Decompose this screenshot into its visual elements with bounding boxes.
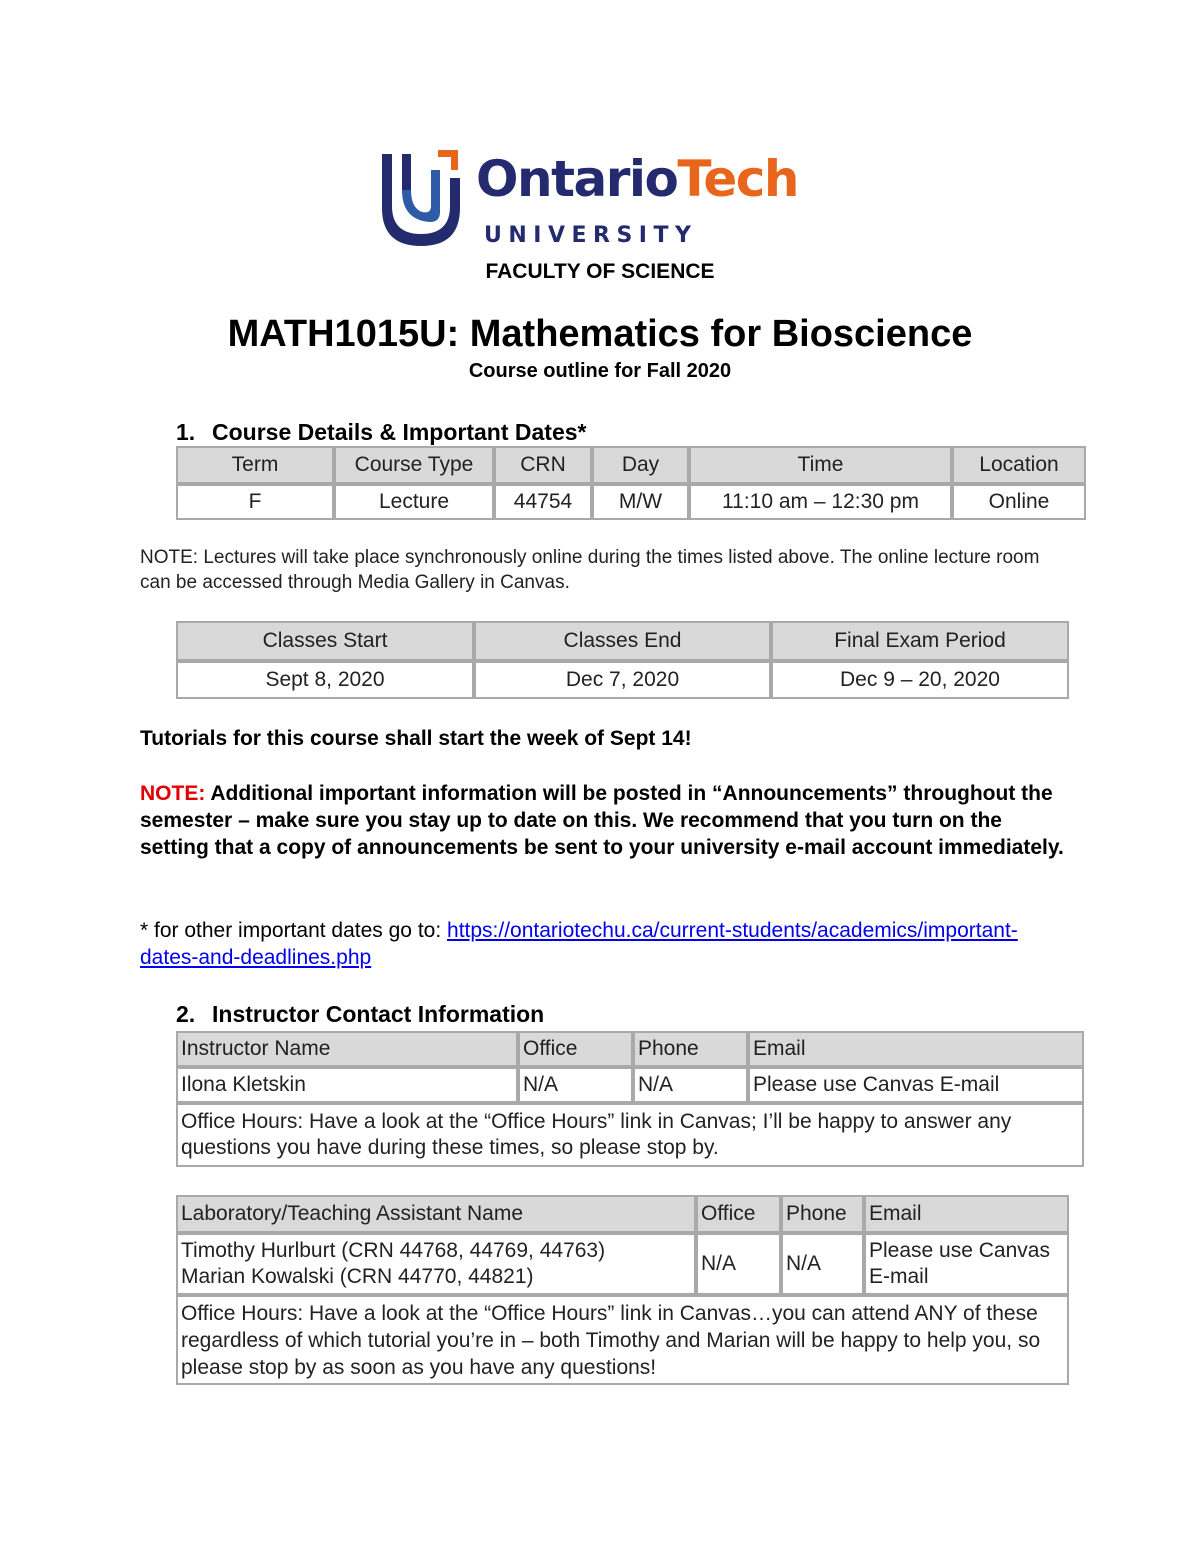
announcements-note — [140, 780, 1070, 861]
important-dates-table — [176, 621, 1069, 699]
header-location: Location — [952, 446, 1086, 484]
header-time: Time — [689, 446, 952, 484]
logo-wordmark-ontario: Ontario — [476, 150, 678, 208]
ta-name-timothy: Timothy Hurlburt (CRN 44768, 44769, 44763) — [181, 1239, 606, 1262]
cell-email: Please use Canvas E-mail — [748, 1067, 1084, 1103]
header-instructor-name: Instructor Name — [176, 1031, 518, 1067]
cell-instructor-office-hours: Office Hours: Have a look at the “Office Hours” link in Canvas; I’ll be happy to answer any questions you have during these times, so please stop by. — [176, 1103, 1084, 1167]
logo-wordmark — [476, 150, 799, 208]
cell-ta-office-hours: Office Hours: Have a look at the “Office Hours” link in Canvas…you can attend ANY of these regardless of which tutorial you’re in – both Timothy and Marian will be happy to help you, so please stop by as soon as you have any questions! — [176, 1295, 1069, 1385]
cell-crn: 44754 — [494, 484, 592, 520]
section-2-heading — [176, 1001, 544, 1028]
university-logo — [378, 148, 828, 253]
ta-name-marian: Marian Kowalski (CRN 44770, 44821) — [181, 1265, 534, 1288]
header-ta-email: Email — [864, 1195, 1069, 1233]
ta-table — [176, 1195, 1069, 1385]
course-details-table — [176, 446, 1086, 520]
header-final-exam: Final Exam Period — [771, 621, 1069, 661]
cell-location: Online — [952, 484, 1086, 520]
header-office: Office — [518, 1031, 633, 1067]
lecture-note: NOTE: Lectures will take place synchronously online during the times listed above. The online lecture room can be accessed through Media Gallery in Canvas. — [140, 547, 1040, 593]
cell-instructor-name: Ilona Kletskin — [176, 1067, 518, 1103]
header-ta-office: Office — [696, 1195, 781, 1233]
cell-ta-office: N/A — [696, 1233, 781, 1295]
cell-ta-phone: N/A — [781, 1233, 864, 1295]
note-label: NOTE: — [140, 782, 206, 805]
cell-phone: N/A — [633, 1067, 748, 1103]
cell-final-exam: Dec 9 – 20, 2020 — [771, 661, 1069, 699]
header-ta-name: Laboratory/Teaching Assistant Name — [176, 1195, 696, 1233]
table-row — [176, 1295, 1069, 1385]
header-crn: CRN — [494, 446, 592, 484]
note-text: Additional important information will be posted in “Announcements” throughout the semester – make sure you stay up to date on this. We recommend that you turn on the setting that a copy of announcements be sent to your university e-mail account immediately. — [140, 782, 1064, 859]
cell-time: 11:10 am – 12:30 pm — [689, 484, 952, 520]
page-subtitle: Course outline for Fall 2020 — [468, 360, 732, 382]
cell-office: N/A — [518, 1067, 633, 1103]
section-1-heading — [176, 419, 586, 446]
header-email: Email — [748, 1031, 1084, 1067]
cell-course-type: Lecture — [334, 484, 494, 520]
instructor-table — [176, 1031, 1084, 1167]
cell-ta-email: Please use Canvas E-mail — [864, 1233, 1069, 1295]
faculty-name: FACULTY OF SCIENCE — [485, 260, 715, 283]
section-1-title: Course Details & Important Dates* — [212, 419, 587, 445]
cell-classes-end: Dec 7, 2020 — [474, 661, 771, 699]
header-course-type: Course Type — [334, 446, 494, 484]
table-row — [176, 1067, 1084, 1103]
important-dates-link[interactable]: https://ontariotechu.ca/current-students/academics/important-dates-and-deadlines.php — [140, 919, 1018, 969]
cell-classes-start: Sept 8, 2020 — [176, 661, 474, 699]
logo-university: UNIVERSITY — [484, 223, 698, 248]
other-dates-text: * for other important dates go to: — [140, 919, 448, 942]
section-1-number: 1. — [176, 419, 196, 445]
page-title: MATH1015U: Mathematics for Bioscience — [227, 313, 973, 355]
header-term: Term — [176, 446, 334, 484]
ontario-tech-shield-icon — [378, 148, 468, 253]
cell-day: M/W — [592, 484, 689, 520]
header-classes-end: Classes End — [474, 621, 771, 661]
section-2-number: 2. — [176, 1001, 196, 1027]
other-dates — [140, 917, 1070, 971]
table-row — [176, 661, 1069, 699]
header-day: Day — [592, 446, 689, 484]
table-row — [176, 1233, 1069, 1295]
cell-ta-names — [176, 1233, 696, 1295]
table-row — [176, 484, 1086, 520]
section-2-title: Instructor Contact Information — [212, 1001, 545, 1027]
header-classes-start: Classes Start — [176, 621, 474, 661]
header-phone: Phone — [633, 1031, 748, 1067]
table-row — [176, 1103, 1084, 1167]
logo-wordmark-tech: Tech — [677, 150, 799, 208]
tutorials-note: Tutorials for this course shall start the week of Sept 14! — [140, 727, 692, 750]
cell-term: F — [176, 484, 334, 520]
header-ta-phone: Phone — [781, 1195, 864, 1233]
